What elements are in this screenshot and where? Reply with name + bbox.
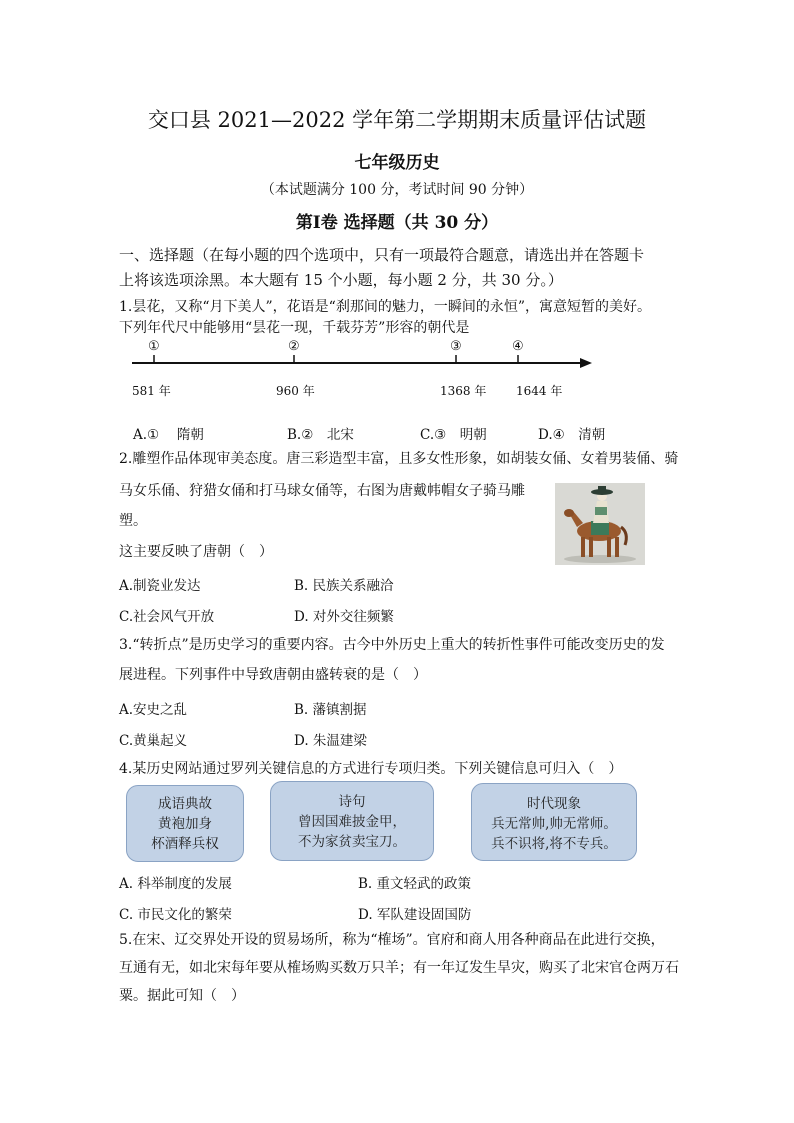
q1-option-a[interactable]: A.① 隋朝 — [133, 427, 204, 443]
info-box-phenomenon — [471, 783, 637, 861]
q1-option-b[interactable]: B.② 北宋 — [287, 427, 354, 443]
q2-option-c[interactable]: C.社会风气开放 — [119, 609, 215, 625]
q1-option-c[interactable]: C.③ 明朝 — [420, 427, 487, 443]
q2-stem-4: 这主要反映了唐朝（ ） — [119, 544, 273, 560]
info-box-idioms — [126, 785, 244, 862]
q2-option-b[interactable]: B. 民族关系融洽 — [294, 578, 394, 594]
timeline-year-1: 581 年 — [132, 384, 171, 398]
q2-stem-2: 马女乐俑、狩猎女俑和打马球女俑等，右图为唐戴帏帽女子骑马雕 — [119, 483, 525, 499]
q4-option-c[interactable]: C. 市民文化的繁荣 — [119, 907, 232, 923]
info-box-phenomenon-line-2: 兵不识将,将不专兵。 — [491, 836, 617, 852]
q3-stem-2: 展进程。下列事件中导致唐朝由盛转衰的是（ ） — [119, 667, 427, 683]
info-box-idioms-item-1: 黄袍加身 — [158, 816, 212, 832]
q5-stem-2: 互通有无，如北宋每年要从榷场购买数万只羊；有一年辽发生旱灾，购买了北宋官仓两万石 — [119, 960, 679, 976]
timeline-year-4: 1644 年 — [516, 384, 563, 398]
info-box-poem-line-2: 不为家贫卖宝刀。 — [298, 834, 406, 850]
timeline-mark-3: ③ — [450, 339, 462, 354]
timeline — [130, 335, 600, 405]
q1-stem-1: 1.昙花，又称“月下美人”，花语是“刹那间的魅力，一瞬间的永恒”，寓意短暂的美好。 — [119, 299, 651, 315]
info-box-idioms-item-2: 杯酒释兵权 — [151, 836, 219, 852]
info-box-poem — [270, 781, 434, 861]
q2-option-d[interactable]: D. 对外交往频繁 — [294, 609, 394, 625]
q4-option-d[interactable]: D. 军队建设固国防 — [358, 907, 472, 923]
q2-stem-3: 塑。 — [119, 513, 147, 529]
q2-stem-1: 2.雕塑作品体现审美态度。唐三彩造型丰富，且多女性形象，如胡装女俑、女着男装俑、骑 — [119, 451, 679, 467]
q5-stem-3: 粟。据此可知（ ） — [119, 988, 245, 1004]
section-instruction-2: 上将该选项涂黑。本大题有 15 个小题，每小题 2 分，共 30 分。） — [119, 271, 563, 289]
q4-option-a[interactable]: A. 科举制度的发展 — [119, 876, 232, 892]
info-box-poem-title: 诗句 — [338, 794, 366, 810]
q3-option-c[interactable]: C.黄巢起义 — [119, 733, 188, 749]
timeline-year-3: 1368 年 — [440, 384, 487, 398]
subject-title: 七年级历史 — [354, 153, 440, 173]
section-instruction-1: 一、选择题（在每小题的四个选项中，只有一项最符合题意，请选出并在答题卡 — [119, 246, 645, 264]
timeline-year-2: 960 年 — [276, 384, 315, 398]
part-title: 第Ⅰ卷 选择题（共 30 分） — [295, 213, 499, 233]
tang-horse-rider-figurine-image — [555, 483, 645, 565]
exam-note: （本试题满分 100 分，考试时间 90 分钟） — [260, 182, 534, 198]
q3-stem-1: 3.“转折点”是历史学习的重要内容。古今中外历史上重大的转折性事件可能改变历史的发 — [119, 637, 665, 653]
q1-option-d[interactable]: D.④ 清朝 — [538, 427, 606, 443]
q4-stem: 4.某历史网站通过罗列关键信息的方式进行专项归类。下列关键信息可归入（ ） — [119, 761, 623, 777]
q2-option-a[interactable]: A.制瓷业发达 — [119, 578, 201, 594]
q3-option-b[interactable]: B. 藩镇割据 — [294, 702, 367, 718]
info-box-phenomenon-line-1: 兵无常帅,帅无常师。 — [491, 816, 617, 832]
q1-stem-2: 下列年代尺中能够用“昙花一现，千载芬芳”形容的朝代是 — [119, 320, 470, 336]
q3-option-d[interactable]: D. 朱温建梁 — [294, 733, 367, 749]
q5-stem-1: 5.在宋、辽交界处开设的贸易场所，称为“榷场”。官府和商人用各种商品在此进行交换， — [119, 932, 665, 948]
info-box-poem-line-1: 曾因国难披金甲， — [298, 814, 406, 830]
timeline-mark-1: ① — [148, 339, 160, 354]
q4-option-b[interactable]: B. 重文轻武的政策 — [358, 876, 472, 892]
timeline-mark-2: ② — [288, 339, 300, 354]
timeline-mark-4: ④ — [512, 339, 524, 354]
q3-option-a[interactable]: A.安史之乱 — [119, 702, 188, 718]
info-box-phenomenon-title: 时代现象 — [527, 796, 581, 812]
info-box-idioms-title: 成语典故 — [158, 796, 212, 812]
exam-title: 交口县 2021—2022 学年第二学期期末质量评估试题 — [147, 108, 647, 132]
